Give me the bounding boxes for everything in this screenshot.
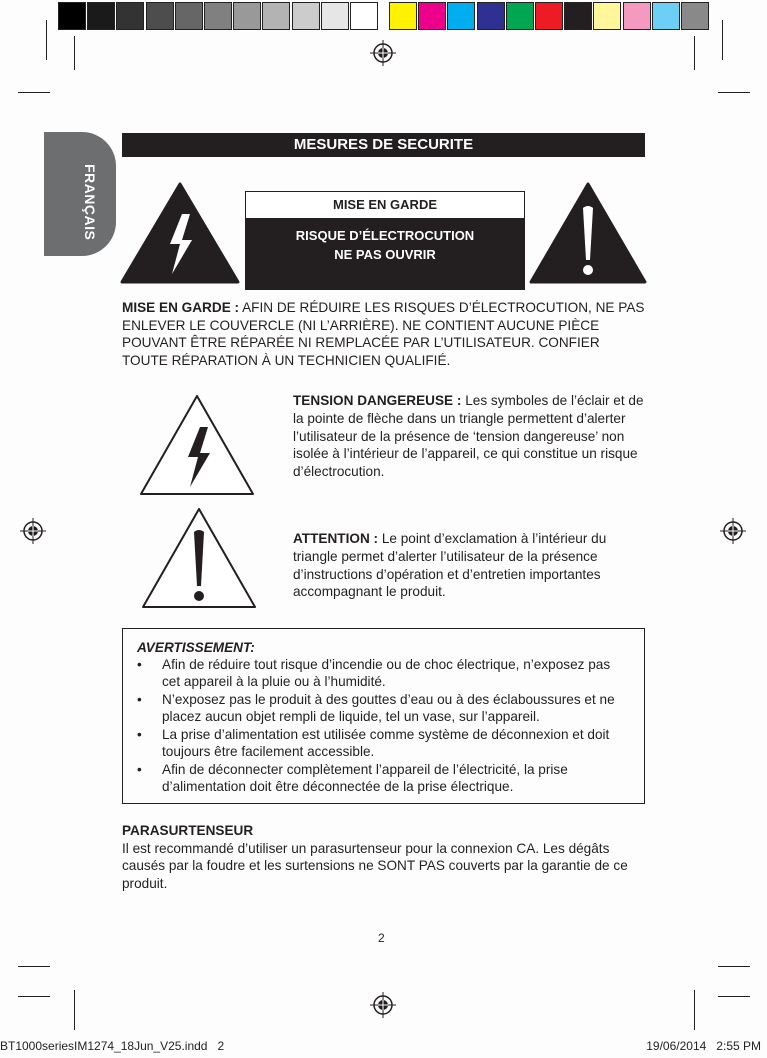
grayscale-swatch	[204, 2, 232, 30]
grayscale-swatch	[116, 2, 144, 30]
warning-label-line1: RISQUE D’ÉLECTROCUTION	[295, 228, 475, 243]
language-tab	[44, 132, 116, 256]
list-item: • Afin de déconnecter complètement l’appareil de l’électricité, la prise d’alimentation doit être déconnectée de la prise électrique.	[137, 762, 568, 794]
lightning-warning-icon	[120, 182, 240, 284]
color-swatch	[389, 2, 417, 30]
color-swatch	[681, 2, 709, 30]
grayscale-swatch	[146, 2, 174, 30]
parasurtenseur-section	[122, 822, 648, 892]
grayscale-swatch	[262, 2, 290, 30]
mise-en-garde-label: MISE EN GARDE :	[122, 300, 240, 315]
language-tab-label: FRANÇAIS	[82, 164, 98, 241]
grayscale-swatch	[87, 2, 115, 30]
registration-mark-icon	[20, 518, 46, 544]
exclamation-warning-icon	[529, 182, 647, 284]
footer-date: 19/06/2014 2:55 PM	[646, 1039, 761, 1053]
color-swatch	[447, 2, 475, 30]
exclamation-symbol-icon	[140, 506, 258, 610]
registration-mark-icon	[370, 40, 396, 66]
avertissement-box	[122, 628, 645, 804]
lightning-symbol-icon	[138, 393, 256, 497]
attention-paragraph	[293, 530, 645, 601]
color-swatch	[623, 2, 651, 30]
list-item: • La prise d’alimentation est utilisée comme système de déconnexion et doit toujours être facilement accessible.	[137, 727, 610, 759]
grayscale-swatch	[292, 2, 320, 30]
tension-label: TENSION DANGEREUSE :	[293, 393, 462, 408]
grayscale-swatch	[233, 2, 261, 30]
tension-paragraph	[293, 392, 645, 481]
warning-label-line2: NE PAS OUVRIR	[334, 247, 436, 262]
color-swatch	[535, 2, 563, 30]
registration-mark-icon	[720, 518, 746, 544]
warning-label	[245, 191, 525, 290]
color-swatch	[652, 2, 680, 30]
tension-text: Les symboles de l’éclair et de la pointe de flèche dans un triangle permettent d’alerter l’utilisateur de la présence de ‘tension dangereuse’ non isolée à l’intérieur de l’appareil, ce qui constitue un risque d’électrocution.	[293, 393, 644, 480]
grayscale-swatch	[321, 2, 349, 30]
avertissement-title: AVERTISSEMENT:	[137, 640, 255, 655]
page-title: MESURES DE SECURITE	[122, 133, 645, 157]
mise-en-garde-paragraph	[122, 299, 648, 369]
bullet-icon: •	[137, 762, 142, 777]
registration-mark-icon	[370, 992, 396, 1018]
color-swatch	[593, 2, 621, 30]
color-swatch	[477, 2, 505, 30]
color-swatch	[506, 2, 534, 30]
list-item: • N’exposez pas le produit à des gouttes d’eau ou à des éclaboussures et ne placez aucun objet rempli de liquide, tel un vase, sur l’appareil.	[137, 692, 615, 724]
grayscale-swatch	[350, 2, 378, 30]
attention-label: ATTENTION :	[293, 531, 379, 546]
avertissement-list	[137, 656, 630, 795]
attention-text: Le point d’exclamation à l’intérieur du triangle permet d’alerter l’utilisateur de la présence d’instructions d’opération et d’entretien importantes accompagnant le produit.	[293, 531, 607, 600]
color-swatch	[418, 2, 446, 30]
bullet-icon: •	[137, 727, 142, 742]
bullet-icon: •	[137, 692, 142, 707]
grayscale-swatch	[58, 2, 86, 30]
bullet-icon: •	[137, 657, 142, 672]
list-item: • Afin de réduire tout risque d’incendie ou de choc électrique, n’exposez pas cet appareil à la pluie ou à l’humidité.	[137, 657, 611, 689]
parasurtenseur-text: Il est recommandé d’utiliser un parasurtenseur pour la connexion CA. Les dégâts causés par la foudre et les surtensions ne SONT PAS couverts par la garantie de ce produit.	[122, 840, 628, 891]
footer-file-name: BT1000seriesIM1274_18Jun_V25.indd 2	[0, 1039, 225, 1053]
mise-en-garde-text: AFIN DE RÉDUIRE LES RISQUES D’ÉLECTROCUTION, NE PAS ENLEVER LE COUVERCLE (NI L’ARRIÈRE). NE CONTIENT AUCUNE PIÈCE POUVANT ÊTRE RÉPARÉE NI REMPLACÉE PAR L’UTILISATEUR. CONFIER TOUTE RÉPARATION À UN TECHNICIEN QUALIFIÉ.	[122, 300, 645, 368]
color-swatch	[564, 2, 592, 30]
parasurtenseur-title: PARASURTENSEUR	[122, 823, 254, 838]
warning-label-heading: MISE EN GARDE	[246, 192, 524, 218]
grayscale-swatch	[175, 2, 203, 30]
page-number: 2	[378, 931, 385, 945]
